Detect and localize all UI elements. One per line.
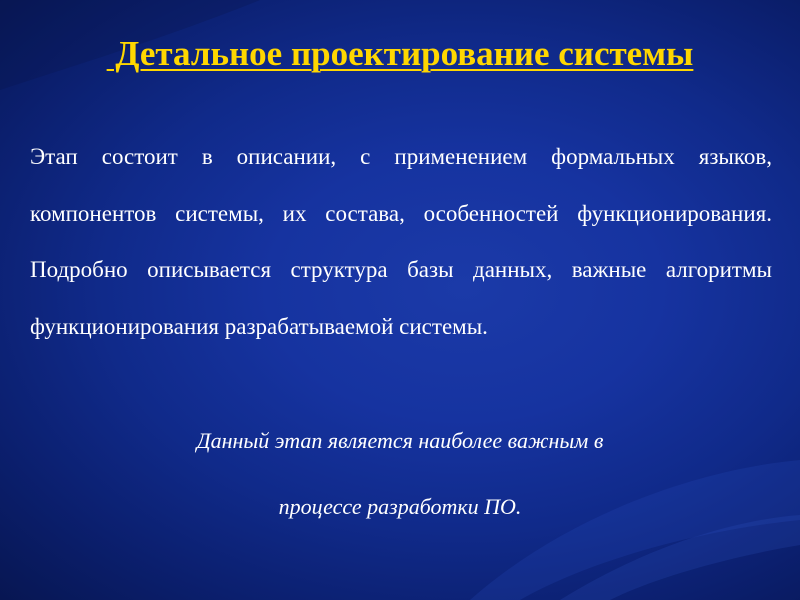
- slide-note-line-1: Данный этап является наиболее важным в: [196, 428, 604, 453]
- slide-body-paragraph: Этап состоит в описании, с применением формальных языков, компонентов системы, их состава, особенностей функционирования. Подробно описывается структура базы данных, важные алгоритмы функционирования разрабатываемой системы.: [30, 144, 772, 339]
- slide-title-text: Детальное проектирование системы: [106, 34, 694, 73]
- slide-title: [0, 30, 800, 78]
- slide-note-line-2: процессе разработки ПО.: [278, 494, 522, 519]
